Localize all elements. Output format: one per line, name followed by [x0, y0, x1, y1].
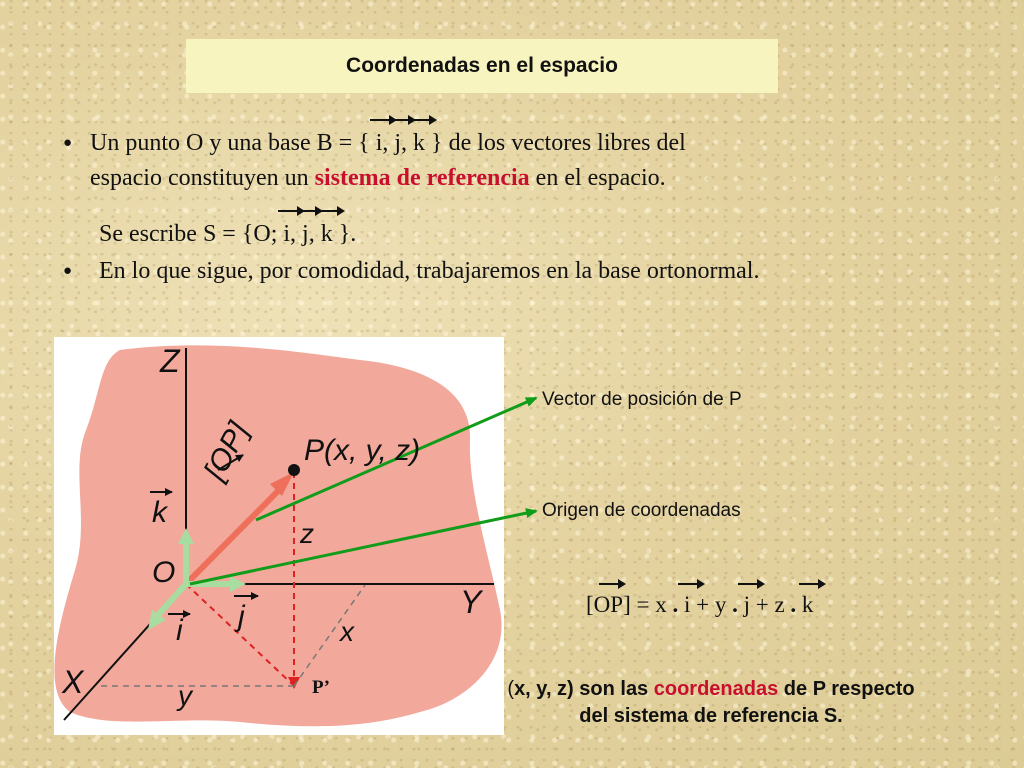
- vector-k: k: [413, 130, 426, 156]
- comma: ,: [308, 221, 315, 247]
- formula-dot: .: [732, 592, 738, 617]
- position-vector-label: Vector de posición de P: [542, 389, 742, 410]
- footnote-c: de P respecto: [783, 678, 915, 700]
- op-vector-label: [OP]: [198, 417, 256, 486]
- p1-line2a: espacio constituyen un: [90, 165, 309, 191]
- position-formula: [586, 592, 813, 618]
- k-label: k: [152, 496, 167, 529]
- formula-plus-y: + y: [696, 592, 727, 617]
- vector-k: k: [320, 221, 333, 247]
- footnote-a: (: [507, 678, 515, 700]
- axis-y-label: Y: [460, 584, 482, 620]
- bullet-1: ●: [63, 135, 73, 151]
- formula-bracket-open: [: [586, 592, 594, 617]
- axis-z-label: Z: [160, 343, 180, 379]
- formula-lhs: ] = x: [623, 592, 667, 617]
- reference-plane: [54, 345, 501, 726]
- formula-dot: .: [672, 592, 679, 617]
- p1-text-b: } de los vectores libres del: [431, 130, 686, 156]
- formula-plus-z: + z: [755, 592, 785, 617]
- paragraph-3: En lo que sigue, por comodidad, trabajaremos en la base ortonormal.: [99, 258, 760, 284]
- p1-text-a: Un punto O y una base B = {: [90, 130, 370, 156]
- vector-j: j: [394, 130, 402, 156]
- footnote: [436, 676, 986, 730]
- j-label: j: [238, 600, 245, 633]
- footnote-b: x, y, z) son las: [514, 678, 649, 700]
- highlight-sistema-de-referencia: sistema de referencia: [314, 165, 530, 191]
- formula-op: OP: [593, 592, 624, 617]
- formula-j: j: [743, 592, 750, 617]
- p1-line2b: en el espacio.: [535, 165, 666, 191]
- origin-coordinates-label: Origen de coordenadas: [542, 500, 741, 521]
- axis-x-label: X: [62, 664, 84, 700]
- i-label: i: [176, 614, 183, 647]
- point-p: [288, 464, 300, 476]
- vector-i: i: [283, 221, 291, 247]
- formula-i: i: [683, 592, 691, 617]
- footnote-line2: del sistema de referencia S.: [579, 705, 843, 727]
- x-label: x: [340, 616, 354, 647]
- footnote-coordenadas: coordenadas: [653, 678, 779, 700]
- vector-i: i: [375, 130, 383, 156]
- y-label: y: [178, 680, 192, 711]
- vector-j: j: [302, 221, 309, 247]
- origin-label: O: [152, 556, 176, 589]
- p-prime-label: P’: [312, 677, 330, 698]
- p2-text-a: Se escribe S = {O;: [99, 221, 278, 247]
- bullet-2: ●: [63, 263, 73, 279]
- comma: ,: [401, 130, 408, 156]
- comma: ,: [290, 221, 297, 247]
- formula-k: k: [801, 592, 814, 617]
- point-p-label: P(x, y, z): [304, 434, 421, 467]
- p2-end: }.: [338, 221, 357, 247]
- comma: ,: [382, 130, 389, 156]
- formula-dot: .: [790, 592, 797, 617]
- z-label: z: [300, 518, 314, 549]
- slide-title: Coordenadas en el espacio: [186, 39, 778, 93]
